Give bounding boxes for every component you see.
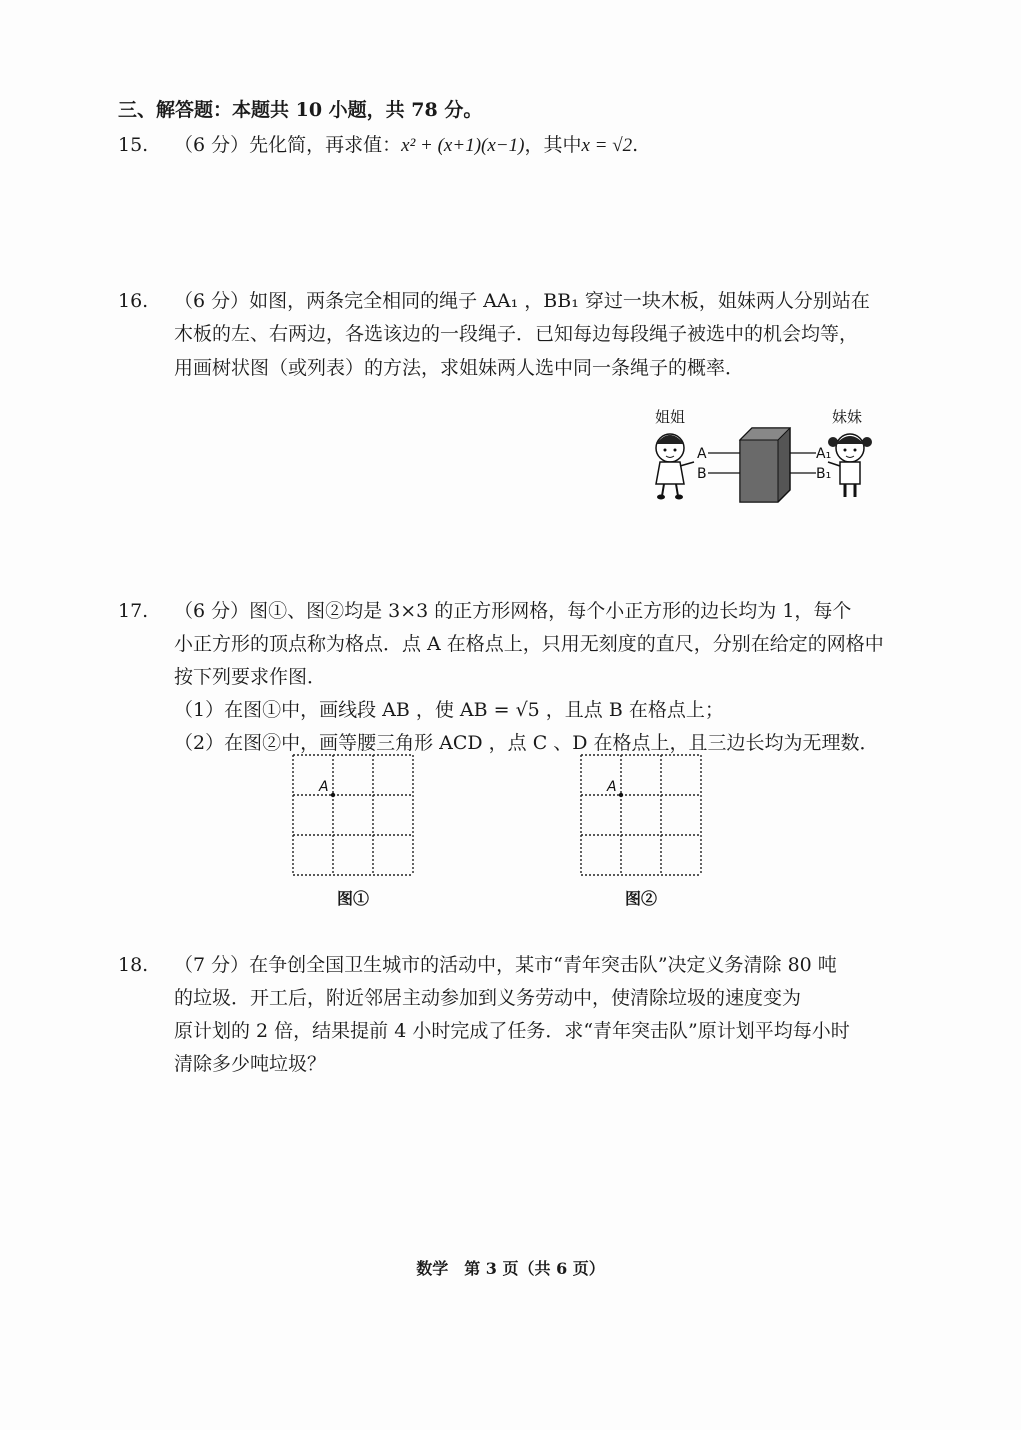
question-number: 18. xyxy=(118,954,149,976)
point-a-label: A xyxy=(319,779,329,795)
question-17-line-1 xyxy=(118,598,851,624)
question-end: . xyxy=(632,134,639,156)
rope-board-figure xyxy=(640,400,880,510)
question-17-part-1: （1）在图①中，画线段 AB ，使 AB = √5 ，且点 B 在格点上； xyxy=(174,699,724,721)
question-18-line-2: 的垃圾．开工后，附近邻居主动参加到义务劳动中，使清除垃圾的速度变为 xyxy=(174,987,802,1009)
question-17-part-2: （2）在图②中，画等腰三角形 ACD ，点 C 、D 在格点上，且三边长均为无理数． xyxy=(174,732,879,754)
question-15 xyxy=(118,132,638,159)
question-16-line-2: 木板的左、右两边，各选该边的一段绳子．已知每边每段绳子被选中的机会均等， xyxy=(174,323,859,345)
question-18-line-1 xyxy=(118,952,837,978)
question-number: 16. xyxy=(118,290,149,312)
younger-sister-drawing xyxy=(828,434,872,497)
question-18-line-3: 原计划的 2 倍，结果提前 4 小时完成了任务．求“青年突击队”原计划平均每小时 xyxy=(174,1020,850,1042)
question-number: 17. xyxy=(118,600,149,622)
point-a xyxy=(619,793,623,797)
question-text: （7 分）在争创全国卫生城市的活动中，某市“青年突击队”决定义务清除 80 吨 xyxy=(174,954,837,976)
math-expression: x² + (x+1)(x−1) xyxy=(401,135,525,156)
question-points: （6 分） xyxy=(174,134,250,156)
question-16-line-3: 用画树状图（或列表）的方法，求姐妹两人选中同一条绳子的概率． xyxy=(174,357,745,379)
question-text: ，其中 xyxy=(524,134,582,156)
rope-label-b1: B₁ xyxy=(816,466,832,482)
point-a xyxy=(331,793,335,797)
question-16-line-1 xyxy=(118,288,870,314)
question-17-line-3: 按下列要求作图． xyxy=(174,666,327,688)
math-condition: x = √2 xyxy=(581,135,633,156)
point-a-label: A xyxy=(607,779,617,795)
sister-elder-label: 姐姐 xyxy=(655,408,686,426)
rope-label-a: A xyxy=(697,446,707,462)
elder-sister-drawing xyxy=(656,434,694,500)
grid-caption-1: 图① xyxy=(337,889,370,908)
section-title: 三、解答题：本题共 10 小题，共 78 分。 xyxy=(118,99,483,121)
question-number: 15. xyxy=(118,134,149,156)
board-drawing xyxy=(740,428,790,502)
grid-figure-1 xyxy=(290,752,420,882)
sister-younger-label: 妹妹 xyxy=(832,408,863,426)
rope-label-a1: A₁ xyxy=(816,446,832,462)
grid-caption-2: 图② xyxy=(625,889,658,908)
question-text: 先化简，再求值： xyxy=(249,134,402,156)
rope-label-b: B xyxy=(697,466,707,482)
question-17-line-2: 小正方形的顶点称为格点．点 A 在格点上，只用无刻度的直尺，分别在给定的网格中 xyxy=(174,633,884,655)
question-text: （6 分）如图，两条完全相同的绳子 AA₁ ，BB₁ 穿过一块木板，姐妹两人分别站在 xyxy=(174,290,870,312)
grid-figure-2 xyxy=(578,752,708,882)
question-18-line-4: 清除多少吨垃圾？ xyxy=(174,1053,327,1075)
question-text: （6 分）图①、图②均是 3×3 的正方形网格，每个小正方形的边长均为 1，每个 xyxy=(174,600,852,622)
page-footer: 数学 第 3 页（共 6 页） xyxy=(416,1259,605,1278)
